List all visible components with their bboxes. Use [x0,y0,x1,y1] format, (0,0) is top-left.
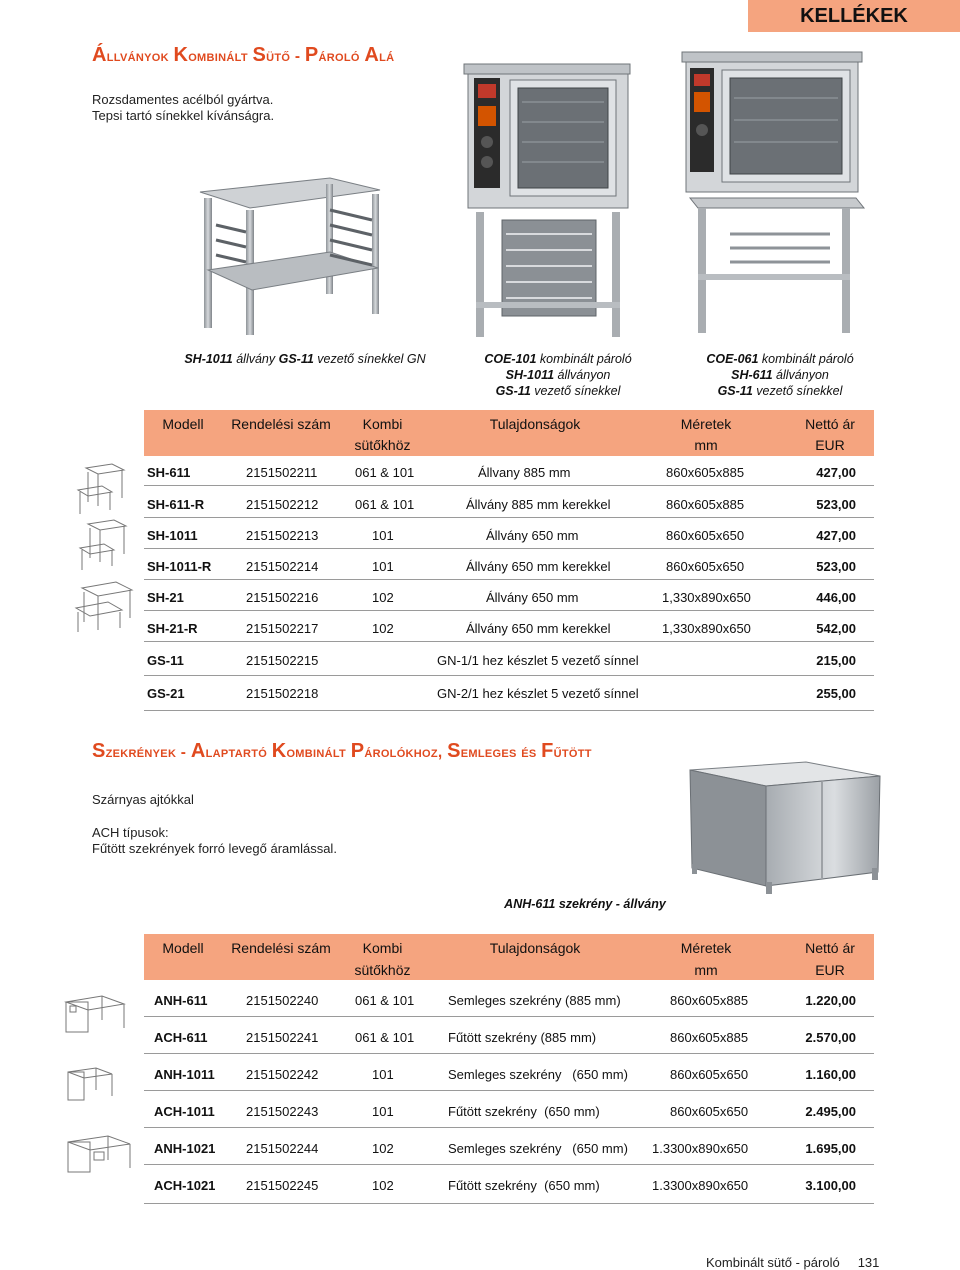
cell-model: ACH-1011 [154,1104,215,1119]
cell-kombi: 061 & 101 [355,465,415,480]
cell-props: Állvány 885 mm kerekkel [466,497,611,512]
col-header-kombi-sub: sütőkhöz [354,437,411,453]
caption-coe061 [690,351,870,399]
cell-model: SH-611-R [147,497,205,512]
cell-kombi: 061 & 101 [355,1030,415,1045]
caption-coe101 [468,351,648,399]
cell-price: 1.160,00 [805,1067,856,1082]
cell-model: SH-21-R [147,621,198,636]
row-divider [144,1127,874,1128]
title-part: laptartó [205,744,272,761]
title-part: S [252,44,267,66]
col-header-kombi: Kombi [362,416,403,432]
cell-dims: 1.3300x890x650 [652,1141,749,1156]
col-header-price-unit: EUR [815,437,845,453]
cell-kombi: 102 [372,621,394,636]
page-footer [706,1255,879,1270]
title-part: űtött [553,744,592,761]
cell-order: 2151502241 [246,1030,319,1045]
caption-bold: GS-11 [495,384,531,398]
caption-bold: GS-11 [717,384,753,398]
row-divider [144,641,874,642]
cell-dims: 860x605x885 [666,497,745,512]
cell-kombi: 101 [372,559,394,574]
cell-price: 2.570,00 [805,1030,856,1045]
title-part: A [364,44,380,66]
cell-model: GS-21 [147,686,185,701]
title-part: ombinált [286,744,351,761]
title-part: K [271,740,287,762]
cell-props: Állvány 650 mm kerekkel [466,621,611,636]
col-header-order: Rendelési szám [231,416,331,432]
col-header-price: Nettó ár [805,416,855,432]
cell-order: 2151502216 [246,590,319,605]
row-divider [144,1053,874,1054]
cell-kombi: 102 [372,590,394,605]
cell-dims: 860x605x650 [670,1104,749,1119]
cell-dims: 860x605x650 [666,528,745,543]
title-part: ütő - [266,48,305,65]
cell-props: Fűtött szekrény (885 mm) [448,1030,597,1045]
footer-title: Kombinált sütő - pároló [706,1255,840,1270]
cell-order: 2151502242 [246,1067,319,1082]
caption-bold: SH-611 [731,368,773,382]
cell-model: ACH-611 [154,1030,208,1045]
stand-photo [180,170,390,335]
cabinet-thumbnails [62,992,136,1192]
title-part: Á [92,44,107,66]
cell-model: SH-1011-R [147,559,212,574]
caption-text: állvány [232,352,279,366]
cell-props: GN-1/1 hez készlet 5 vezető sínnel [437,653,639,668]
cell-model: GS-11 [147,653,184,668]
cell-dims: 860x605x650 [670,1067,749,1082]
caption-bold: COE-061 [706,352,759,366]
stand-thumbnails [72,462,138,637]
cell-dims: 860x605x885 [670,1030,749,1045]
cell-order: 2151502244 [246,1141,319,1156]
cell-kombi: 101 [372,528,394,543]
cell-dims: 860x605x885 [670,993,749,1008]
title-part: S [447,740,461,762]
cell-price: 523,00 [816,559,856,574]
row-divider [144,1203,874,1204]
title-part: P [304,44,319,66]
combi-oven-101-photo [462,62,634,342]
cell-model: ANH-611 [154,993,208,1008]
cell-props: Semleges szekrény (650 mm) [448,1141,628,1156]
row-divider [144,517,874,518]
caption-text: kombinált pároló [758,352,854,366]
section-badge: KELLÉKEK [748,0,960,32]
col-header-order: Rendelési szám [231,940,331,956]
cell-price: 427,00 [816,465,856,480]
combi-oven-061-photo [680,48,866,338]
cell-model: SH-611 [147,465,191,480]
col-header-model: Modell [162,940,204,956]
caption-bold: GS-11 [278,352,314,366]
cell-dims: 1.3300x890x650 [652,1178,749,1193]
cell-props: GN-2/1 hez készlet 5 vezető sínnel [437,686,639,701]
cell-props: Fűtött szekrény (650 mm) [448,1178,600,1193]
title-part: A [190,740,206,762]
row-divider [144,485,874,486]
cell-order: 2151502240 [246,993,319,1008]
title-part: K [173,44,189,66]
cell-order: 2151502245 [246,1178,319,1193]
cell-kombi: 101 [372,1067,394,1082]
title-part: árolókhoz, [364,744,448,761]
cell-model: ANH-1021 [154,1141,216,1156]
caption-cabinet [498,896,672,912]
cell-price: 255,00 [816,686,856,701]
cell-dims: 860x605x650 [666,559,745,574]
cell-kombi: 102 [372,1178,394,1193]
cabinets-desc-doors: Szárnyas ajtókkal [92,792,194,807]
title-part: llványok [106,48,174,65]
col-header-price-unit: EUR [815,962,845,978]
desc-line: Tepsi tartó sínekkel kívánságra. [92,108,275,123]
cell-props: Állvány 650 mm kerekkel [466,559,611,574]
cell-order: 2151502243 [246,1104,319,1119]
cell-model: ACH-1021 [154,1178,216,1193]
row-divider [144,548,874,549]
cell-props: Állvány 650 mm [486,590,579,605]
cell-price: 3.100,00 [805,1178,856,1193]
row-divider [144,710,874,711]
cell-order: 2151502215 [246,653,319,668]
caption-bold: ANH-611 szekrény - állvány [504,897,666,911]
cell-price: 2.495,00 [805,1104,856,1119]
caption-text: állványon [772,368,829,382]
title-part: P [350,740,365,762]
col-header-kombi-sub: sütőkhöz [354,962,411,978]
title-part: S [92,740,106,762]
cell-price: 215,00 [816,653,856,668]
row-divider [144,1090,874,1091]
desc-line: ACH típusok: [92,825,169,840]
cell-price: 446,00 [816,590,856,605]
cell-props: Állvany 885 mm [478,465,571,480]
col-header-price: Nettó ár [805,940,855,956]
title-part: lá [379,48,395,65]
title-part: ároló [318,48,365,65]
cell-props: Semleges szekrény (650 mm) [448,1067,628,1082]
section-title-cabinets [92,740,592,763]
title-part: F [541,740,554,762]
cell-order: 2151502217 [246,621,319,636]
stands-description [92,92,274,124]
desc-line: Rozsdamentes acélból gyártva. [92,92,274,107]
col-header-dims-unit: mm [694,437,718,453]
cell-price: 523,00 [816,497,856,512]
cell-price: 1.220,00 [805,993,856,1008]
cell-dims: 1,330x890x650 [662,590,751,605]
cell-kombi: 061 & 101 [355,497,415,512]
col-header-props: Tulajdonságok [489,416,581,432]
cell-model: SH-1011 [147,528,198,543]
col-header-kombi: Kombi [362,940,403,956]
cabinet-photo [686,760,882,895]
cell-dims: 860x605x885 [666,465,745,480]
caption-bold: SH-1011 [184,352,233,366]
cell-price: 427,00 [816,528,856,543]
title-part: zekrények - [105,744,191,761]
caption-text: vezető sínekkel [530,384,621,398]
caption-bold: SH-1011 [505,368,555,382]
cabinets-desc-ach [92,825,337,857]
cell-order: 2151502213 [246,528,319,543]
title-part: emleges és [460,744,542,761]
cell-order: 2151502212 [246,497,319,512]
row-divider [144,675,874,676]
caption-bold: COE-101 [484,352,537,366]
caption-stand [160,351,450,367]
col-header-model: Modell [162,416,204,432]
page-number: 131 [857,1255,880,1270]
col-header-dims: Méretek [680,416,732,432]
col-header-props: Tulajdonságok [489,940,581,956]
cell-model: ANH-1011 [154,1067,215,1082]
cell-price: 542,00 [816,621,856,636]
caption-text: állványon [554,368,611,382]
cell-dims: 1,330x890x650 [662,621,751,636]
cell-order: 2151502214 [246,559,319,574]
cell-model: SH-21 [147,590,184,605]
cell-kombi: 101 [372,1104,394,1119]
caption-text: kombinált pároló [536,352,632,366]
cell-price: 1.695,00 [805,1141,856,1156]
cell-kombi: 102 [372,1141,394,1156]
row-divider [144,1016,874,1017]
row-divider [144,579,874,580]
caption-text: vezető sínekkel GN [313,352,426,366]
cell-props: Fűtött szekrény (650 mm) [448,1104,600,1119]
cell-order: 2151502211 [246,465,318,480]
row-divider [144,1164,874,1165]
row-divider [144,610,874,611]
cell-order: 2151502218 [246,686,319,701]
desc-line: Fűtött szekrények forró levegő áramlással. [92,841,337,856]
section-title-stands [92,44,394,67]
cell-props: Állvány 650 mm [486,528,579,543]
col-header-dims: Méretek [680,940,732,956]
caption-text: vezető sínekkel [752,384,843,398]
col-header-dims-unit: mm [694,962,718,978]
title-part: ombinált [188,48,253,65]
cell-kombi: 061 & 101 [355,993,415,1008]
cell-props: Semleges szekrény (885 mm) [448,993,621,1008]
